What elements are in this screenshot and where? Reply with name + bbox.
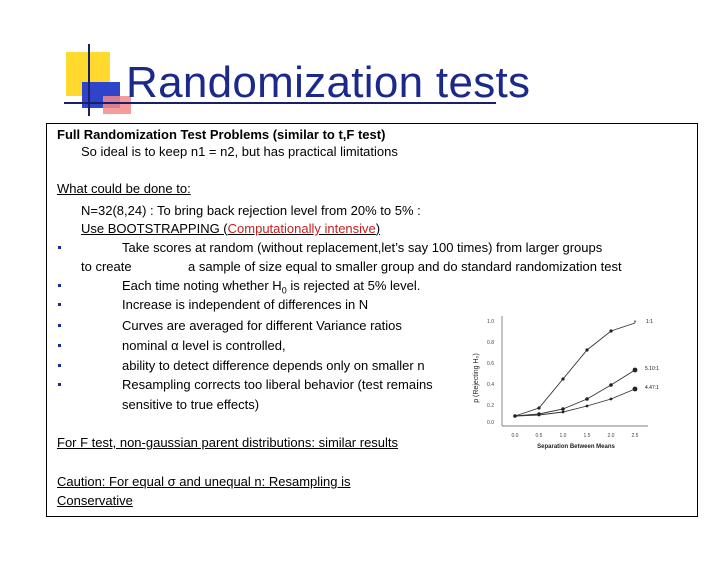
h-subscript: 0	[281, 285, 287, 296]
what-could-be-done-line: What could be done to:	[57, 181, 191, 196]
bootstrapping-line	[81, 221, 380, 237]
x-tick-label: 0.0	[511, 433, 519, 439]
ability-line: ability to detect difference depends only on smaller n	[122, 358, 425, 373]
y-tick-label: 0.4	[487, 382, 494, 388]
bootstrapping-close-paren: )	[375, 221, 381, 236]
each-time-rest: is rejected at 5% level.	[286, 278, 421, 293]
x-tick-label: 1.0	[559, 433, 567, 439]
nominal-line	[122, 338, 286, 354]
caution-text: Caution: For equal	[57, 474, 168, 489]
sample-line: a sample of size equal to smaller group and do standard randomization test	[188, 259, 622, 274]
decorative-vertical-line	[88, 44, 90, 116]
star-marker-icon: *	[633, 320, 637, 327]
y-tick-label: 0.0	[487, 420, 494, 426]
y-tick-label: 0.8	[487, 340, 494, 346]
x-tick-label: 0.5	[535, 433, 543, 439]
bullet-icon	[58, 364, 61, 367]
to-create-text: to create	[81, 259, 132, 274]
computationally-intensive-text: Computationally intensive	[227, 221, 376, 236]
bootstrapping-text: Use BOOTSTRAPPING (	[81, 221, 228, 236]
bullet-icon	[58, 324, 61, 327]
sigma-symbol: σ	[167, 474, 176, 489]
resampling-line: Resampling corrects too liberal behavior (test remains	[122, 377, 433, 392]
graph-y-label: p (Rejecting H₀)	[473, 353, 480, 403]
y-tick-label: 0.2	[487, 403, 494, 409]
each-time-text: Each time noting whether H	[122, 278, 282, 293]
nominal-rest: level is controlled,	[178, 338, 286, 353]
x-tick-label: 2.0	[607, 433, 615, 439]
increase-line: Increase is independent of differences in N	[122, 297, 369, 312]
bullet-icon	[58, 303, 61, 306]
each-time-line	[122, 278, 420, 294]
bullet-icon	[58, 383, 61, 386]
sensitive-line: sensitive to true effects)	[122, 397, 260, 412]
nominal-text: nominal	[122, 338, 172, 353]
n32-line: N=32(8,24) : To bring back rejection level from 20% to 5% :	[81, 203, 421, 218]
conservative-line: Conservative	[57, 493, 133, 508]
y-tick-label: 1.0	[487, 319, 494, 325]
series-label: 1:1	[646, 319, 653, 325]
caution-rest: and unequal n: Resampling is	[175, 474, 351, 489]
y-tick-label: 0.6	[487, 361, 494, 367]
series-label: 4.47:1	[645, 385, 659, 391]
x-tick-label: 2.5	[631, 433, 639, 439]
graph-x-label: Separation Between Means	[537, 444, 615, 450]
series-label: 5.10:1	[645, 366, 659, 372]
bullet-icon	[58, 284, 61, 287]
heading-line: Full Randomization Test Problems (similar to t,F test)	[57, 127, 386, 142]
graph-background	[468, 306, 676, 454]
slide-title: Randomization tests	[126, 58, 531, 107]
take-scores-line: Take scores at random (without replacement,let’s say 100 times) from larger groups	[122, 240, 603, 255]
bullet-icon	[58, 246, 61, 249]
bullet-icon	[58, 344, 61, 347]
alpha-symbol: α	[171, 338, 179, 353]
x-tick-label: 1.5	[583, 433, 591, 439]
ideal-line: So ideal is to keep n1 = n2, but has practical limitations	[81, 144, 398, 159]
f-test-line: For F test, non-gaussian parent distributions: similar results	[57, 435, 399, 450]
rejection-graph	[468, 306, 676, 454]
curves-line: Curves are averaged for different Variance ratios	[122, 318, 402, 333]
caution-line	[57, 474, 351, 490]
